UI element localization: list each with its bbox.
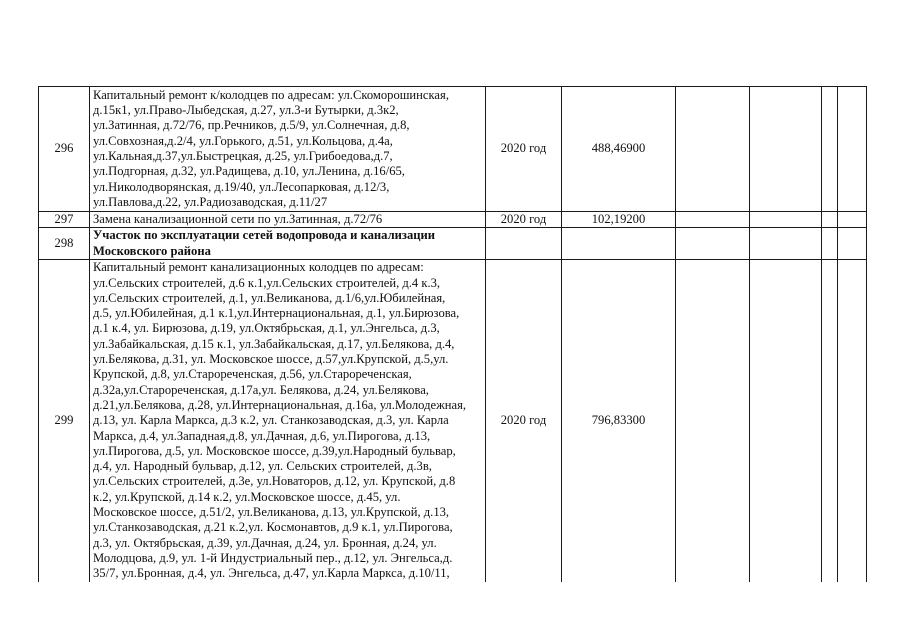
row-number: 296 [39,87,90,212]
description-line: к.2, ул.Крупской, д.14 к.2, ул.Московское шоссе, д.45, ул. [93,489,401,504]
description-line: ул.Павлова,д.22, ул.Радиозаводская, д.11/27 [93,194,328,209]
row-description [90,259,486,582]
description-line: ул.Сельских строителей, д.1, ул.Великанова, д.1/6,ул.Юбилейная, [93,290,446,305]
description-line: Маркса, д.4, ул.Западная,д.8, ул.Дачная, д.6, ул.Пирогова, д.13, [93,428,431,443]
description-line: ул.Пирогова, д.5, ул. Московское шоссе, д.39,ул.Народный бульвар, [93,443,456,458]
empty-cell [822,212,838,228]
description-line: Участок по эксплуатации сетей водопровода и канализации [93,228,436,243]
row-year: 2020 год [486,259,562,582]
description-line: д.13, ул. Карла Маркса, д.3 к.2, ул. Станкозаводская, д.3, ул. Карла [93,413,449,428]
description-line: д.1 к.4, ул. Бирюзова, д.19, ул.Октябрьская, д.1, ул.Энгельса, д.3, [93,321,440,336]
section-title [90,228,486,260]
row-number: 298 [39,228,90,260]
empty-cell [838,212,867,228]
description-line: Крупской, д.8, ул.Старореченская, д.56, ул.Старореченская, [93,367,412,382]
row-amount: 796,83300 [562,259,676,582]
description-line: д.15к1, ул.Право-Лыбедская, д.27, ул.3-и Бутырки, д.3к2, [93,103,399,118]
empty-cell [838,259,867,582]
empty-cell [676,87,750,212]
empty-cell [676,228,750,260]
description-line: д.3, ул. Октябрьская, д.39, ул.Дачная, д.24, ул. Бронная, д.24, ул. [93,535,437,550]
row-amount [562,228,676,260]
row-number: 299 [39,259,90,582]
description-line: д.4, ул. Народный бульвар, д.12, ул. Сельских строителей, д.3в, [93,459,432,474]
description-line: ул.Совхозная,д.2/4, ул.Горького, д.51, ул.Кольцова, д.4а, [93,133,393,148]
description-line: 35/7, ул.Бронная, д.4, ул. Энгельса, д.47, ул.Карла Маркса, д.10/11, [93,566,450,581]
empty-cell [676,259,750,582]
table-row [39,259,867,582]
description-line: Московское шоссе, д.51/2, ул.Великанова, д.13, ул.Крупской, д.13, [93,505,450,520]
description-line: ул.Затинная, д.72/76, пр.Речников, д.5/9, ул.Солнечная, д.8, [93,118,410,133]
row-number: 297 [39,212,90,228]
row-amount: 102,19200 [562,212,676,228]
empty-cell [822,228,838,260]
row-amount: 488,46900 [562,87,676,212]
empty-cell [838,228,867,260]
description-line: ул.Подгорная, д.32, ул.Радищева, д.10, ул.Ленина, д.16/65, [93,164,405,179]
empty-cell [750,212,822,228]
table-row [39,212,867,228]
description-line: ул.Станкозаводская, д.21 к.2,ул. Космонавтов, д.9 к.1, ул.Пирогова, [93,520,453,535]
description-line: ул.Забайкальская, д.15 к.1, ул.Забайкальская, д.17, ул.Белякова, д.4, [93,336,455,351]
description-line: Замена канализационной сети по ул.Затинная, д.72/76 [93,212,383,226]
description-line: ул.Николодворянская, д.19/40, ул.Лесопарковая, д.12/3, [93,179,390,194]
empty-cell [822,87,838,212]
empty-cell [838,87,867,212]
empty-cell [676,212,750,228]
description-line: Молодцова, д.9, ул. 1-й Индустриальный пер., д.12, ул. Энгельса,д. [93,550,453,565]
description-line: д.5, ул.Юбилейная, д.1 к.1,ул.Интернациональная, д.1, ул.Бирюзова, [93,306,460,321]
empty-cell [750,87,822,212]
table-row-section-header [39,228,867,260]
row-year: 2020 год [486,87,562,212]
description-line: д.21,ул.Белякова, д.28, ул.Интернациональная, д.16а, ул.Молодежная, [93,397,467,412]
description-line: ул.Кальная,д.37,ул.Быстрецкая, д.25, ул.Грибоедова,д.7, [93,149,393,163]
empty-cell [822,259,838,582]
row-year: 2020 год [486,212,562,228]
description-line: ул.Сельских строителей, д.3е, ул.Новаторов, д.12, ул. Крупской, д.8 [93,474,456,489]
description-line: д.32а,ул.Староречeнская, д.17а,ул. Белякова, д.24, ул.Белякова, [93,382,429,397]
works-table [38,86,867,582]
table-row [39,87,867,212]
empty-cell [750,228,822,260]
description-line: Капитальный ремонт к/колодцев по адресам: ул.Скоморошинская, [93,87,449,102]
row-description [90,87,486,212]
description-line: Капитальный ремонт канализационных колодцев по адресам: [93,260,424,275]
description-line: ул.Сельских строителей, д.6 к.1,ул.Сельских строителей, д.4 к.3, [93,275,441,290]
row-year [486,228,562,260]
description-line: Московского района [93,243,211,258]
description-line: ул.Белякова, д.31, ул. Московское шоссе, д.57,ул.Крупской, д.5,ул. [93,352,449,367]
empty-cell [750,259,822,582]
row-description [90,212,486,228]
